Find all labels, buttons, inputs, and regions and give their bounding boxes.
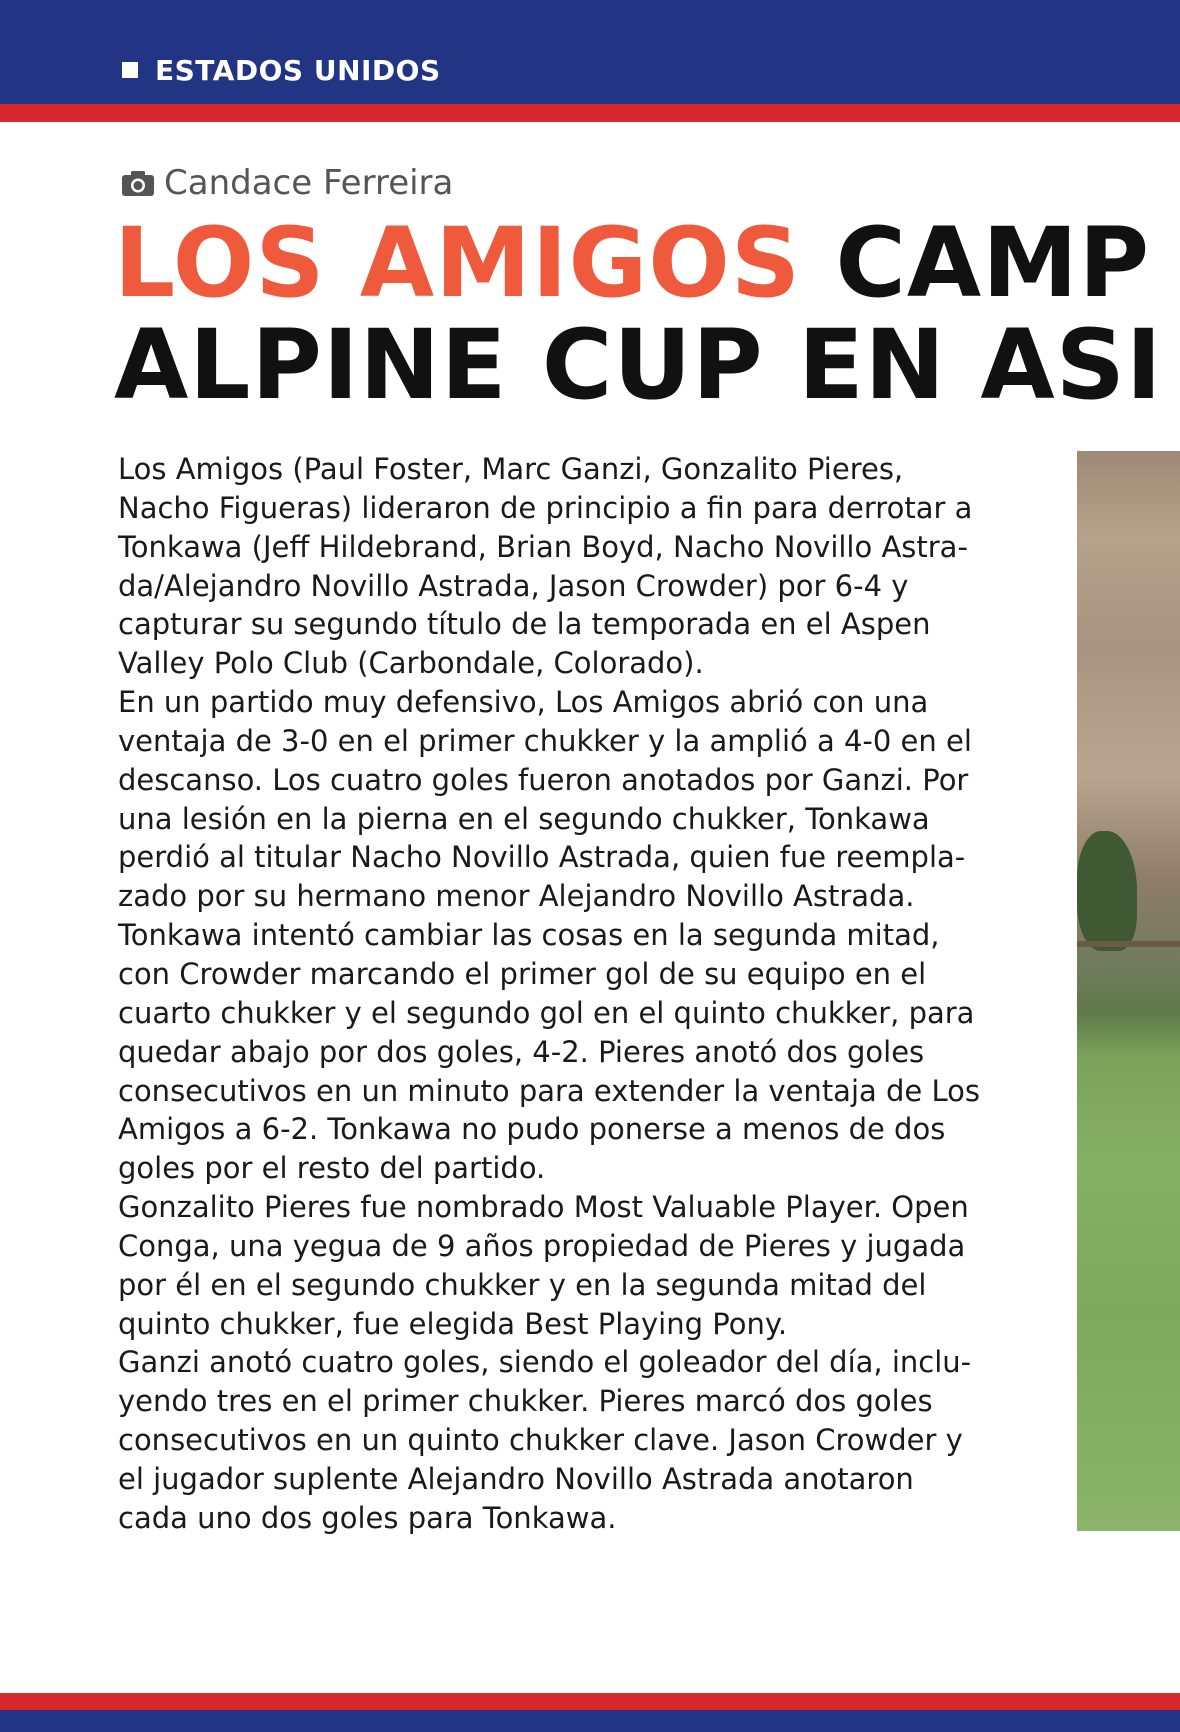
article-line: zado por su hermano menor Alejandro Novillo Astrada. <box>118 879 915 914</box>
article-line: ventaja de 3-0 en el primer chukker y la amplió a 4-0 en el <box>118 723 972 758</box>
fence-shape <box>1077 941 1180 947</box>
article-line: quinto chukker, fue elegida Best Playing Pony. <box>118 1306 788 1341</box>
section-label <box>122 50 441 90</box>
header-red-stripe <box>0 104 1180 122</box>
article-line: cada uno dos goles para Tonkawa. <box>118 1500 617 1535</box>
article-line: Tonkawa intentó cambiar las cosas en la segunda mitad, <box>118 918 940 953</box>
article-line: una lesión en la pierna en el segundo chukker, Tonkawa <box>118 801 930 836</box>
headline-accent: LOS AMIGOS <box>114 207 802 319</box>
headline-line2: ALPINE CUP EN ASI <box>114 309 1163 421</box>
article-line: descanso. Los cuatro goles fueron anotados por Ganzi. Por <box>118 762 969 797</box>
article-line: yendo tres en el primer chukker. Pieres marcó dos goles <box>118 1384 933 1419</box>
tree-shape <box>1077 831 1137 951</box>
article-body <box>118 450 1024 1538</box>
section-label-text: ESTADOS UNIDOS <box>155 53 441 87</box>
article-line: Tonkawa (Jeff Hildebrand, Brian Boyd, Nacho Novillo Astra- <box>118 529 968 564</box>
headline-rest: CAMP <box>835 207 1151 319</box>
article-line: el jugador suplente Alejandro Novillo Astrada anotaron <box>118 1461 914 1496</box>
camera-icon <box>122 170 154 196</box>
photographer-name: Candace Ferreira <box>164 163 454 203</box>
article-line: por él en el segundo chukker y en la segunda mitad del <box>118 1267 927 1302</box>
polo-field-photo <box>1077 451 1180 1531</box>
article-line: da/Alejandro Novillo Astrada, Jason Crowder) por 6-4 y <box>118 568 909 603</box>
article-line: Conga, una yegua de 9 años propiedad de Pieres y jugada <box>118 1228 966 1263</box>
article-line: Nacho Figueras) lideraron de principio a fin para derrotar a <box>118 490 973 525</box>
article-line: cuarto chukker y el segundo gol en el quinto chukker, para <box>118 995 975 1030</box>
article-paragraph <box>118 683 1024 1188</box>
article-paragraph <box>118 450 1024 683</box>
article-line: goles por el resto del partido. <box>118 1151 546 1186</box>
article-line: capturar su segundo título de la temporada en el Aspen <box>118 607 931 642</box>
article-line: consecutivos en un quinto chukker clave. Jason Crowder y <box>118 1423 963 1458</box>
article-line: con Crowder marcando el primer gol de su equipo en el <box>118 956 927 991</box>
article-line: Los Amigos (Paul Foster, Marc Ganzi, Gonzalito Pieres, <box>118 452 904 486</box>
article-line: consecutivos en un minuto para extender la ventaja de Los <box>118 1073 980 1108</box>
article-paragraph <box>118 1188 1024 1343</box>
article-paragraph <box>118 1343 1024 1537</box>
article-line: quedar abajo por dos goles, 4-2. Pieres anotó dos goles <box>118 1034 925 1069</box>
article-line: En un partido muy defensivo, Los Amigos abrió con una <box>118 685 929 720</box>
square-bullet-icon <box>122 62 138 78</box>
article-line: Valley Polo Club (Carbondale, Colorado). <box>118 646 704 681</box>
footer-band <box>0 1710 1180 1732</box>
footer-red-stripe <box>0 1693 1180 1710</box>
article-line: Amigos a 6-2. Tonkawa no pudo ponerse a menos de dos <box>118 1112 946 1147</box>
article-line: Ganzi anotó cuatro goles, siendo el goleador del día, inclu- <box>118 1345 972 1380</box>
photo-credit <box>122 160 453 206</box>
page-title <box>114 207 1180 421</box>
article-line: Gonzalito Pieres fue nombrado Most Valuable Player. Open <box>118 1190 969 1225</box>
article-line: perdió al titular Nacho Novillo Astrada, quien fue reempla- <box>118 840 966 875</box>
